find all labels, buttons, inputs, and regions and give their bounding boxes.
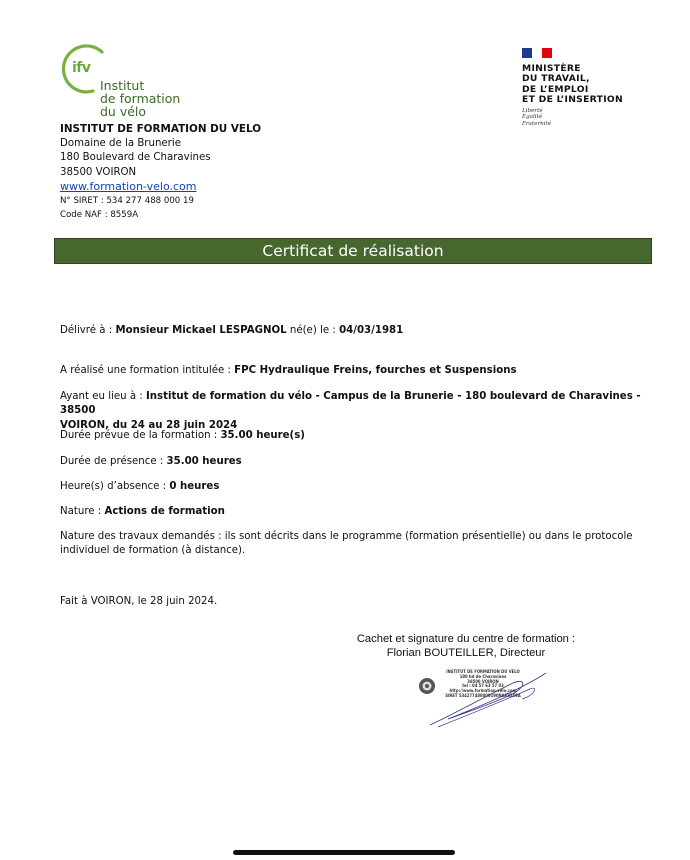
ministry-line2: DU TRAVAIL, xyxy=(522,73,590,85)
place-line xyxy=(60,390,660,433)
presence-value: 35.00 heures xyxy=(166,456,242,467)
organization-name: INSTITUT DE FORMATION DU VELO xyxy=(60,123,262,135)
ministry-title xyxy=(522,64,623,105)
place-line1: Institut de formation du vélo - Campus de la Brunerie - 180 boulevard de Charavines - 38500 xyxy=(60,391,641,417)
website-link[interactable]: www.formation-velo.com xyxy=(60,180,197,194)
absence-value: 0 heures xyxy=(169,481,220,492)
nature-label: Nature : xyxy=(60,506,105,517)
motto-liberte: Liberté xyxy=(522,108,543,114)
siret-number: N° SIRET : 534 277 488 000 19 xyxy=(60,195,194,206)
place-label: Ayant eu lieu à : xyxy=(60,391,146,402)
ministry-line1: MINISTÈRE xyxy=(522,63,581,74)
planned-value: 35.00 heure(s) xyxy=(220,430,305,441)
organization-address xyxy=(60,122,261,222)
place-line2: VOIRON, du 24 au 28 juin 2024 xyxy=(60,419,238,431)
address-line2: 180 Boulevard de Charavines xyxy=(60,152,211,164)
stamp-text2: 180 bd de Charavines xyxy=(459,673,507,679)
address-line3: 38500 VOIRON xyxy=(60,166,137,178)
stamp-text xyxy=(440,670,526,699)
born-date: 04/03/1981 xyxy=(339,325,404,336)
works-line xyxy=(60,530,660,559)
delivered-name: Monsieur Mickael LESPAGNOL xyxy=(115,325,287,336)
signature-caption xyxy=(330,633,602,660)
ifv-logo-name-line2: de formation xyxy=(100,91,181,106)
absence-line xyxy=(60,480,660,494)
motto-fraternite: Fraternité xyxy=(522,120,552,127)
signature-caption-line2: Florian BOUTEILLER, Directeur xyxy=(386,646,546,659)
ministry-line3: DE L’EMPLOI xyxy=(522,83,589,95)
naf-code: Code NAF : 8559A xyxy=(60,209,139,220)
nature-value: Actions de formation xyxy=(104,506,225,517)
done-at-line: Fait à VOIRON, le 28 juin 2024. xyxy=(60,596,218,607)
stamp-text3: 38500 VOIRON xyxy=(467,678,499,684)
nature-line xyxy=(60,505,660,519)
ifv-logo-name-line3: du vélo xyxy=(100,104,147,119)
ifv-logo xyxy=(58,44,198,122)
delivered-to-line xyxy=(60,324,660,338)
motto-egalite: Égalité xyxy=(522,114,543,121)
presence-duration-line xyxy=(60,455,660,469)
born-label: né(e) le : xyxy=(286,325,340,336)
ministry-line4: ET DE L’INSERTION xyxy=(522,93,624,105)
planned-duration-line xyxy=(60,429,660,443)
address-line1: Domaine de la Brunerie xyxy=(60,137,181,149)
stamp-text1: INSTITUT DE FORMATION DU VELO xyxy=(446,669,520,674)
planned-label: Durée prévue de la formation : xyxy=(60,430,221,441)
home-indicator[interactable] xyxy=(233,850,455,855)
stamp-text6: SIRET 534277488000190NAF8559A xyxy=(445,692,521,698)
absence-label: Heure(s) d’absence : xyxy=(60,481,170,492)
training-line xyxy=(60,364,660,378)
ifv-logo-name xyxy=(100,79,210,118)
ministry-motto xyxy=(522,108,551,127)
presence-label: Durée de présence : xyxy=(60,456,167,467)
company-stamp xyxy=(418,667,568,731)
training-label: A réalisé une formation intitulée : xyxy=(60,365,235,376)
works-line1: Nature des travaux demandés : ils sont décrits dans le programme (formation présentielle) ou dans le protocole xyxy=(60,531,633,542)
ifv-logo-mark: ifv xyxy=(72,60,91,76)
stamp-text5: http://www.formation-velo.com xyxy=(449,688,517,694)
stamp-text4: tel : 04 57 63 57 03 xyxy=(462,683,504,689)
signature-caption-line1: Cachet et signature du centre de formation : xyxy=(356,633,576,645)
french-flag-icon xyxy=(522,48,552,58)
training-title: FPC Hydraulique Freins, fourches et Suspensions xyxy=(234,365,517,376)
works-line2: individuel de formation (à distance). xyxy=(60,545,246,557)
delivered-label: Délivré à : xyxy=(60,325,116,336)
ifv-logo-name-line1: Institut xyxy=(100,78,145,93)
certificate-title-banner: Certificat de réalisation xyxy=(54,238,652,264)
